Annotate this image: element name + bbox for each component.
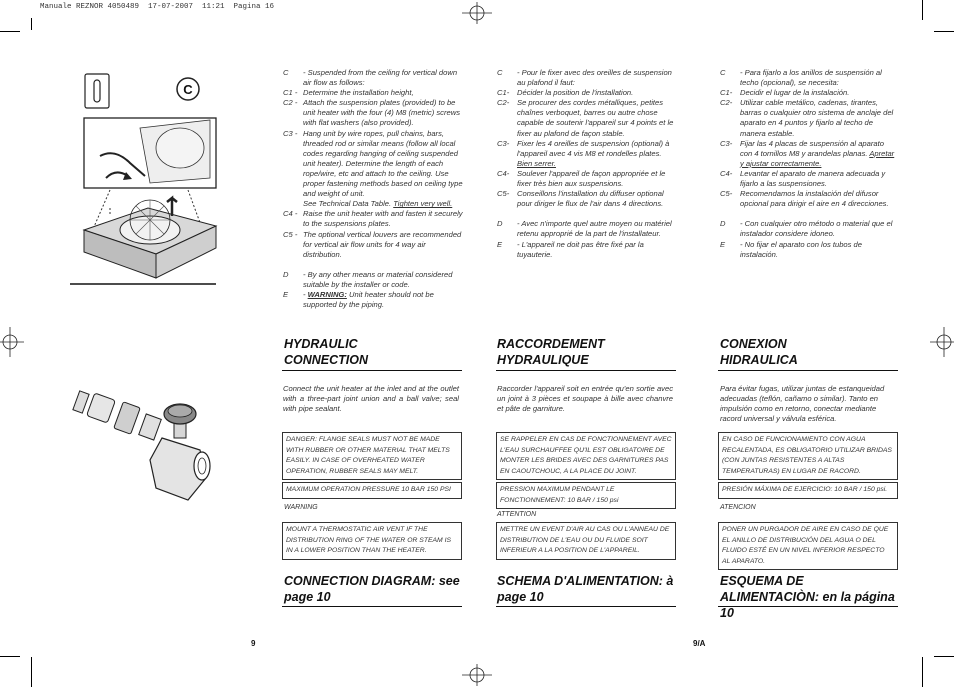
crop-mark xyxy=(934,656,954,657)
section-rule xyxy=(496,370,676,371)
crop-mark xyxy=(922,657,923,687)
instruction-key: C xyxy=(720,68,726,77)
instruction-key: C xyxy=(497,68,503,77)
instruction-row xyxy=(497,189,675,209)
instruction-key: C3- xyxy=(720,138,733,148)
spacer xyxy=(283,260,463,270)
instruction-row xyxy=(283,209,463,229)
instruction-body: - Avec n'importe quel autre moyen ou matériel retenu approprié de la part de l'installateur. xyxy=(517,219,672,239)
underlined-note: Bien serrer. xyxy=(517,158,556,168)
instruction-key: E xyxy=(283,289,289,299)
instruction-text xyxy=(740,68,898,88)
instruction-row xyxy=(720,98,898,138)
instruction-text xyxy=(740,169,898,189)
instruction-text xyxy=(517,189,675,209)
instruction-body: - No fijar el aparato con los tubos de instalación. xyxy=(740,239,862,259)
instruction-text xyxy=(740,98,898,138)
instruction-text xyxy=(303,68,463,88)
registration-mark-top xyxy=(462,2,492,24)
instruction-row xyxy=(283,129,463,200)
instruction-body: Utilizar cable metálico, cadenas, tirantes, barras o cualquier otro sistema de anclaje del aparato en 4 puntos y fijarlo al techo de manera estable. xyxy=(740,98,894,138)
instruction-row xyxy=(720,68,898,88)
instruction-body: - L'appareil ne doit pas être fixé par la tuyauterie. xyxy=(517,239,644,259)
instruction-row xyxy=(497,219,675,239)
instruction-key: C5- xyxy=(720,189,733,199)
instruction-key xyxy=(283,199,303,209)
agua-box: EN CASO DE FUNCIONAMIENTO CON AGUA RECALENTADA, ES OBLIGATORIO UTILIZAR BRIDAS (CON JUNTAS RESISTENTES A ALTAS TEMPERATURAS) EN LUGAR DE RACORD. xyxy=(718,432,898,480)
instruction-prefix: - xyxy=(303,289,308,299)
danger-box: DANGER: FLANGE SEALS MUST NOT BE MADE WITH RUBBER OR OTHER MATERIAL THAT MELTS EASILY. IN CASE OF OVERHEATED WATER OPERATION, RUBBER SEALS MAY MELT. xyxy=(282,432,462,480)
suspension-installation-illustration xyxy=(70,68,220,290)
atencion-label: ATENCION xyxy=(720,504,756,511)
instruction-key: C2- xyxy=(720,98,733,108)
instruction-text xyxy=(740,240,898,260)
instruction-row xyxy=(720,139,898,169)
instruction-body: Soulever l'appareil de façon appropriée et le fixer très bien aux suspensions. xyxy=(517,168,666,189)
raccordement-title: RACCORDEMENT HYDRAULIQUE xyxy=(497,337,605,367)
instruction-row xyxy=(720,219,898,239)
instruction-body: Determine the installation height, xyxy=(303,88,414,98)
instruction-text xyxy=(517,68,675,88)
instruction-body: Recomendamos la instalación del difusor opcional para dirigir el aire en 4 direcciones. xyxy=(740,189,889,209)
instruction-row xyxy=(720,240,898,260)
instruction-text xyxy=(303,98,463,128)
instruction-body: Hang unit by wire ropes, pull chains, bars, threaded rod or similar means (follow all local codes regarding hanging of ceiling suspended unit heater). Determine the length of each rope/wire, etc and attach to the ceiling. Use proper fastening methods based on ceiling type and weight of unit. xyxy=(303,128,463,199)
instruction-key: C4 - xyxy=(283,209,298,219)
raccordement-intro: Raccorder l'appareil soit en entrée qu'en sortie avec un joint à 3 pièces et soupape à bille avec chanvre et pâte de garniture. xyxy=(497,384,673,413)
instruction-key: C5 - xyxy=(283,229,298,239)
instruction-row xyxy=(497,240,675,260)
rappel-box: SE RAPPELER EN CAS DE FONCTIONNEMENT AVEC L'EAU SURCHAUFFEE QU'IL EST OBLIGATOIRE DE MONTER LES BRIDES AVEC DES GARNITURES PAS EN CAOUTCHOUC, A LA PLACE DU JOINT. xyxy=(496,432,676,480)
spacer xyxy=(497,209,675,219)
instruction-row xyxy=(497,98,675,138)
instruction-body: Conseillons l'installation du diffuser optional pour diriger le flux de l'air dans 4 directions. xyxy=(517,189,664,209)
hydraulic-intro: Connect the unit heater at the inlet and at the outlet with a three-part joint union and a ball valve; seal with pipe sealant. xyxy=(283,384,459,413)
instruction-key: C1- xyxy=(497,88,510,98)
page-number-left: 9 xyxy=(251,639,256,648)
col1-suspension-instructions xyxy=(283,68,463,310)
instruction-key: C2- xyxy=(497,98,510,108)
instruction-body: - Con cualquier otro método o material que el instalador considere idoneo. xyxy=(740,219,893,239)
instruction-key: C4- xyxy=(497,168,510,178)
instruction-text xyxy=(517,169,675,189)
instruction-key: D xyxy=(497,219,503,229)
warning-label: WARNING xyxy=(284,504,318,511)
pression-box: PRESSION MAXIMUM PENDANT LE FONCTIONNEMENT: 10 BAR / 150 psi xyxy=(496,482,676,509)
attention-label: ATTENTION xyxy=(497,511,537,518)
instruction-row xyxy=(283,98,463,128)
spacer xyxy=(720,209,898,219)
instruction-key: E xyxy=(720,239,726,249)
instruction-body: Se procurer des cordes métalliques, petites chaînes verboquet, barres ou autre chose capable de soutenir l'appareil sur 4 points et le fixer au plafond de façon stable. xyxy=(517,98,674,138)
esquema-title: ESQUEMA DE ALIMENTACIÒN: en la página 10 xyxy=(720,574,895,620)
instruction-text xyxy=(303,209,463,229)
instruction-text xyxy=(303,230,463,260)
print-header: Manuale REZNOR 4050489 17-07-2007 11:21 Pagina 16 xyxy=(40,3,275,11)
conexion-title: CONEXION HIDRAULICA xyxy=(720,337,798,367)
instruction-key: C1- xyxy=(720,88,733,98)
instruction-body: Levantar el aparato de manera adecuada y fijarlo a las suspensiones. xyxy=(740,168,886,189)
crop-mark xyxy=(934,31,954,32)
instruction-text xyxy=(303,290,463,310)
crop-mark xyxy=(0,31,20,32)
instruction-key: C1 - xyxy=(283,88,298,98)
instruction-body: The optional vertical louvers are recommended for vertical air flow units for 4 way air distribution. xyxy=(303,229,462,259)
instruction-body: - Para fijarlo a los anillos de suspensión al techo (opcional), se necesita: xyxy=(740,68,882,88)
instruction-row xyxy=(283,88,463,98)
registration-mark-right xyxy=(930,327,954,357)
instruction-key: C2 - xyxy=(283,98,298,108)
section-rule xyxy=(718,606,898,607)
instruction-key: D xyxy=(283,269,289,279)
instruction-row xyxy=(283,290,463,310)
section-rule xyxy=(282,606,462,607)
presion-box: PRESIÓN MÁXIMA DE EJERCICIO: 10 BAR / 150 psi. xyxy=(718,482,898,499)
instruction-body: - Pour le fixer avec des oreilles de suspension au plafond il faut: xyxy=(517,68,672,88)
event-box: METTRE UN EVENT D'AIR AU CAS OU L'ANNEAU DE DISTRIBUTION DE L'EAU OU DU FLUIDE SOIT INFERIEUR A LA POSITION DE L'APPAREIL. xyxy=(496,522,676,560)
underlined-note: Apretar y ajustar correctamente. xyxy=(740,148,895,168)
instruction-body: Fixer les 4 oreilles de suspension (optional) à l'appareil avec 4 vis M8 et rondelles plates. xyxy=(517,138,670,158)
section-rule xyxy=(496,606,676,607)
instruction-row xyxy=(283,68,463,88)
instruction-row xyxy=(720,169,898,189)
registration-mark-bottom xyxy=(462,664,492,686)
instruction-body: See Technical Data Table. xyxy=(303,199,392,209)
instruction-body: - Suspended from the ceiling for vertical down air flow as follows: xyxy=(303,68,458,88)
connection-diagram-title: CONNECTION DIAGRAM: see page 10 xyxy=(284,574,460,604)
instruction-text xyxy=(740,189,898,209)
instruction-text xyxy=(517,139,675,169)
warning-emphasis: WARNING: xyxy=(307,289,347,299)
instruction-body: Fijar las 4 placas de suspensión al aparato con 4 tornillos M8 y arandelas planas. xyxy=(740,138,884,158)
instruction-text xyxy=(517,240,675,260)
instruction-row xyxy=(283,199,463,209)
hydraulic-connection-title: HYDRAULIC CONNECTION xyxy=(284,337,369,367)
instruction-body: Décider la position de l'installation. xyxy=(517,88,634,98)
instruction-body: Decidir el lugar de la instalación. xyxy=(740,88,850,98)
section-rule xyxy=(718,370,898,371)
instruction-text xyxy=(740,219,898,239)
instruction-text xyxy=(303,129,463,200)
figure-callout: C xyxy=(183,82,193,97)
instruction-body: Unit heater should not be supported by the piping. xyxy=(303,289,434,310)
instruction-row xyxy=(720,88,898,98)
instruction-row xyxy=(497,68,675,88)
instruction-key: D xyxy=(720,219,726,229)
air-vent-box: MOUNT A THERMOSTATIC AIR VENT IF THE DISTRIBUTION RING OF THE WATER OR STEAM IS IN A LOWER POSITION THAN THE HEATER. xyxy=(282,522,462,560)
page-number-right: 9/A xyxy=(693,639,706,648)
instruction-row xyxy=(497,88,675,98)
instruction-row xyxy=(283,230,463,260)
instruction-key: C xyxy=(283,68,289,77)
underlined-note: Tighten very well. xyxy=(393,199,453,209)
pipe-union-valve-illustration xyxy=(70,380,220,510)
instruction-text xyxy=(740,88,898,98)
crop-mark xyxy=(31,657,32,687)
instruction-key: C3- xyxy=(497,138,510,148)
crop-mark xyxy=(922,0,923,20)
crop-mark xyxy=(31,18,32,30)
instruction-text xyxy=(303,88,463,98)
instruction-body: Raise the unit heater with and fasten it securely to the suspensions plates. xyxy=(303,209,463,229)
instruction-row xyxy=(283,270,463,290)
col3-suspension-instructions xyxy=(720,68,898,260)
instruction-text xyxy=(517,88,675,98)
instruction-text xyxy=(303,199,463,209)
instruction-key: C5- xyxy=(497,189,510,199)
crop-mark xyxy=(0,656,20,657)
instruction-key: C4- xyxy=(720,168,733,178)
instruction-row xyxy=(720,189,898,209)
schema-title: SCHEMA D'ALIMENTATION: à page 10 xyxy=(497,574,674,604)
instruction-key: E xyxy=(497,239,503,249)
pressure-box: MAXIMUM OPERATION PRESSURE 10 BAR 150 PSI xyxy=(282,482,462,499)
instruction-text xyxy=(740,139,898,169)
section-rule xyxy=(282,370,462,371)
instruction-text xyxy=(517,219,675,239)
registration-mark-left xyxy=(0,327,24,357)
col2-suspension-instructions xyxy=(497,68,675,260)
instruction-text xyxy=(303,270,463,290)
purgador-box: PONER UN PURGADOR DE AIRE EN CASO DE QUE EL ANILLO DE DISTRIBUCIÓN DEL AGUA O DEL FLUIDO ESTÉ EN UN NIVEL INFERIOR RESPECTO AL APARATO. xyxy=(718,522,898,570)
instruction-body: Attach the suspension plates (provided) to be unit heater with the four (4) M8 (metric) screws with flat washers (also provided). xyxy=(303,98,460,128)
instruction-row xyxy=(497,169,675,189)
instruction-row xyxy=(497,139,675,169)
instruction-key: C3 - xyxy=(283,128,298,138)
conexion-intro: Para évitar fugas, utilizar juntas de estanqueidad adecuadas (teflón, cañamo o similar). Tanto en impulsión como en retorno, conectar mediante racord universal y válvula esférica. xyxy=(720,384,885,423)
instruction-body: - By any other means or material considered suitable by the installer or code. xyxy=(303,269,453,289)
instruction-text xyxy=(517,98,675,138)
